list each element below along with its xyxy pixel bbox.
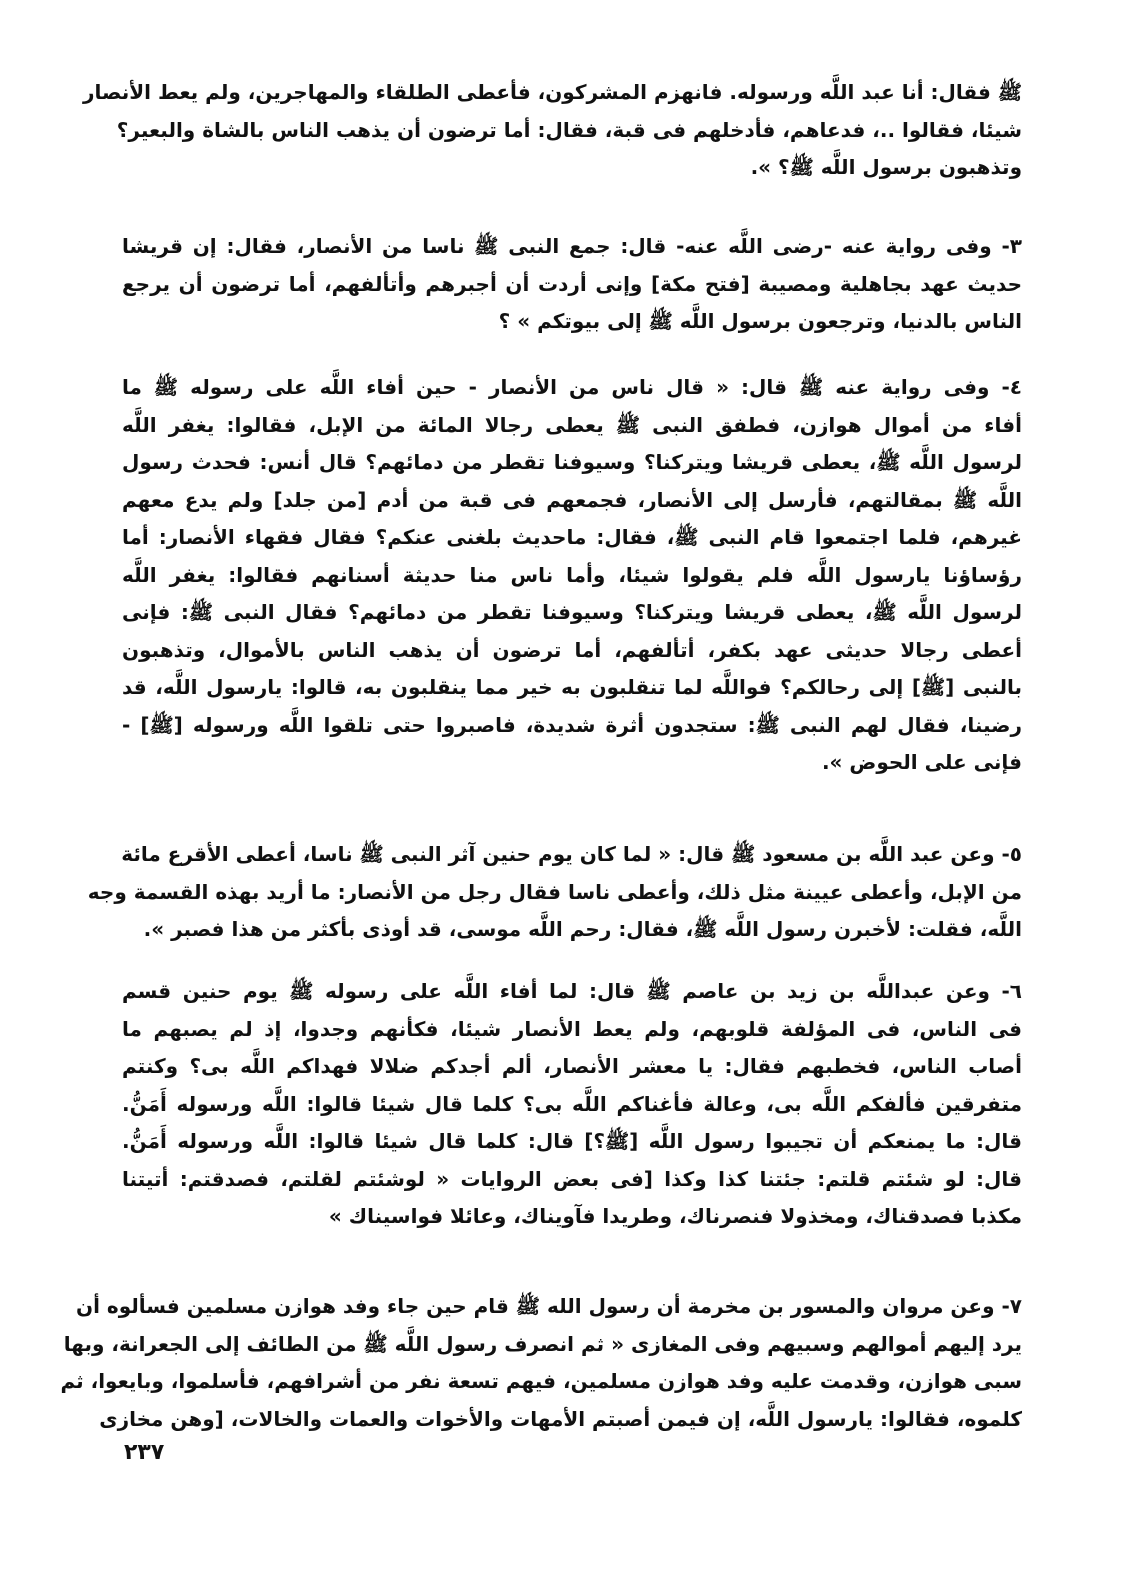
text-line: لرسول اللَّه ﷺ، يعطى قريشا ويتركنا؟ وسيوفنا تقطر من دمائهم؟ قال أنس: فحدث رسول: [122, 450, 1022, 474]
text-line: قال: لو شئتم قلتم: جئتنا كذا وكذا [فى بعض الروايات « لوشئتم لقلتم، فصدقتم: أتيتنا: [122, 1166, 1022, 1191]
text-line: قال: ما يمنعكم أن تجيبوا رسول اللَّه [ﷺ؟] قال: كلما قال شيئا قالوا: اللَّه ورسوله أَمَنُّ.: [122, 1129, 1022, 1153]
text-line: متفرقين فألفكم اللَّه بى، وعالة فأغناكم اللَّه بى؟ كلما قال شيئا قالوا: اللَّه ورسوله أَمَنُّ.: [122, 1091, 1022, 1116]
text-line: ﷺ فقال: أنا عبد اللَّه ورسوله. فانهزم المشركون، فأعطى الطلقاء والمهاجرين، ولم يعط الأنصار: [83, 80, 1022, 104]
text-line: بالنبى [ﷺ] إلى رحالكم؟ فواللَّه لما تنقلبون به خير مما ينقلبون به، قالوا: يارسول اللَّه، قد: [122, 675, 1022, 699]
page-number: ٢٣٧: [124, 1440, 165, 1465]
text-line: كلموه، فقالوا: يارسول اللَّه، إن فيمن أصبتم الأمهات والأخوات والعمات والخالات، [وهن مخازى: [99, 1406, 1022, 1431]
paragraph-3: [122, 228, 1022, 363]
text-line: غيرهم، فلما اجتمعوا قام النبى ﷺ، فقال: ماحديث بلغنى عنكم؟ فقال فقهاء الأنصار: أما: [122, 525, 1022, 549]
paragraph-continued: [83, 74, 1022, 209]
text-line: يرد إليهم أموالهم وسبيهم وفى المغازى « ثم انصرف رسول اللَّه ﷺ من الطائف إلى الجعرانة، وبها: [63, 1331, 1022, 1356]
text-line: ٦- وعن عبداللَّه بن زيد بن عاصم ﷺ قال: لما أفاء اللَّه على رسوله ﷺ يوم حنين قسم: [122, 979, 1022, 1003]
text-line: فى الناس، فى المؤلفة قلوبهم، ولم يعط الأنصار شيئا، فكأنهم وجدوا، إذ لم يصبهم ما: [122, 1016, 1022, 1041]
text-line: رضينا، فقال لهم النبى ﷺ: ستجدون أثرة شديدة، فاصبروا حتى تلقوا اللَّه ورسوله [ﷺ] -: [122, 712, 1023, 737]
text-line: رؤساؤنا يارسول اللَّه فلم يقولوا شيئا، وأما ناس منا حديثة أسنانهم فقالوا: يغفر اللَّه: [122, 562, 1022, 587]
paragraph-7: [60, 1288, 1022, 1460]
paragraph-4: [122, 369, 1022, 804]
text-line: أعطى رجالا حديثى عهد بكفر، أتألفهم، أما ترضون أن يذهب الناس بالأموال، وتذهبون: [122, 637, 1022, 662]
text-line: مكذبا فصدقناك، ومخذولا فنصرناك، وطريدا فآويناك، وعائلا فواسيناك »: [328, 1204, 1022, 1228]
text-line: اللَّه ﷺ بمقالتهم، فأرسل إلى الأنصار، فجمعهم فى قبة من أدم [من جلد] ولم يدع معهم: [122, 487, 1022, 512]
text-line: أفاء من أموال هوازن، فطفق النبى ﷺ يعطى رجالا المائة من الإبل، فقالوا: يغفر اللَّه: [122, 412, 1022, 437]
text-line: ٤- وفى رواية عنه ﷺ قال: « قال ناس من الأنصار - حين أفاء اللَّه على رسوله ﷺ ما: [122, 375, 1022, 399]
text-line: لرسول اللَّه ﷺ، يعطى قريشا ويتركنا؟ وسيوفنا تقطر من دمائهم؟ فقال النبى ﷺ: فإنى: [122, 600, 1022, 624]
text-line: سبى هوازن، وقدمت عليه وفد هوازن مسلمين، فيهم تسعة نفر من أشرافهم، فأسلموا، وبايعوا، ثم: [60, 1369, 1022, 1393]
text-line: فإنى على الحوض ».: [821, 750, 1022, 774]
text-line: ٣- وفى رواية عنه -رضى اللَّه عنه- قال: جمع النبى ﷺ ناسا من الأنصار، فقال: إن قريشا: [122, 234, 1022, 258]
text-line: وتذهبون برسول اللَّه ﷺ؟ ».: [750, 155, 1022, 179]
text-line: شيئا، فقالوا ..، فدعاهم، فأدخلهم فى قبة، فقال: أما ترضون أن يذهب الناس بالشاة والبعير؟: [116, 117, 1022, 142]
text-line: الناس بالدنيا، وترجعون برسول اللَّه ﷺ إلى بيوتكم » ؟: [498, 309, 1022, 333]
paragraph-5: [87, 836, 1022, 971]
text-line: حديث عهد بجاهلية ومصيبة [فتح مكة] وإنى أردت أن أجبرهم وأتألفهم، أما ترضون أن يرجع: [122, 271, 1022, 296]
text-line: ٥- وعن عبد اللَّه بن مسعود ﷺ قال: « لما كان يوم حنين آثر النبى ﷺ ناسا، أعطى الأقرع مائة: [121, 842, 1022, 866]
text-line: ٧- وعن مروان والمسور بن مخرمة أن رسول الله ﷺ قام حين جاء وفد هوازن مسلمين فسألوه أن: [76, 1294, 1022, 1318]
paragraph-6: [122, 973, 1022, 1258]
text-line: أصاب الناس، فخطبهم فقال: يا معشر الأنصار، ألم أجدكم ضلالا فهداكم اللَّه بى؟ وكنتم: [122, 1054, 1022, 1078]
text-line: من الإبل، وأعطى عيينة مثل ذلك، وأعطى ناسا فقال رجل من الأنصار: ما أريد بهذه القسمة وجه: [87, 879, 1022, 904]
text-line: اللَّه، فقلت: لأخبرن رسول اللَّه ﷺ، فقال: رحم اللَّه موسى، قد أوذى بأكثر من هذا فصبر ».: [143, 917, 1022, 941]
